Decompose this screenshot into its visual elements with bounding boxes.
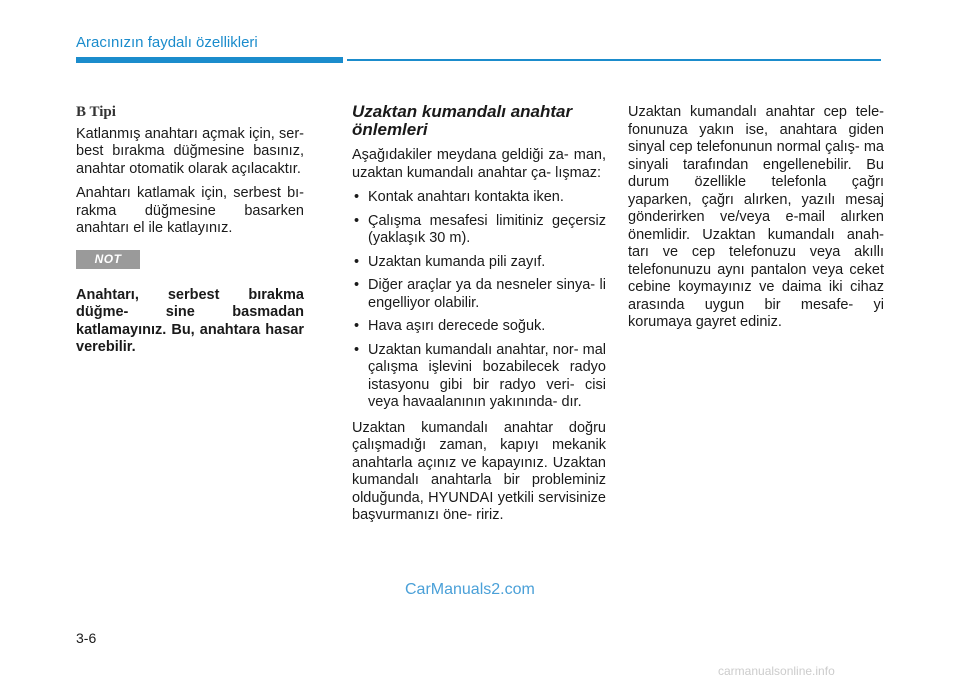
type-b-subhead: B Tipi [76,104,116,120]
remote-key-precautions-title: Uzaktan kumandalı anahtar önlemleri [352,102,573,139]
list-item: • Kontak anahtarı kontakta iken. [352,189,606,207]
cell-phone-paragraph: Uzaktan kumandalı anahtar cep tele- fonunuza yakın ise, anahtara giden sinyal cep telefonunun normal çalış- ma sinyali tarafından engellenebilir. Bu durum özellikle telefonla çağrı yaparken, çağrı alırken, yazılı mesaj gönderirken ve/veya e-mail alırken önemlidir. Uzaktan kumandalı anah- tarı ve cep telefonuzu veya akıllı telefonunuzu aynı pantalon veya ceket cebine koymayınız ve daima iki cihaz arasında uygun bir mesafe- yi korumaya gayret ediniz. [628,104,884,330]
page-number: 3-6 [76,630,97,646]
list-item: • Hava aşırı derecede soğuk. [352,318,606,336]
middle-column [352,104,606,532]
footer-watermark: carmanualsonline.info [718,664,835,678]
note-badge: NOT [76,250,140,269]
conditions-list [352,189,606,412]
watermark-link[interactable]: CarManuals2.com [405,581,535,598]
list-item: • Uzaktan kumandalı anahtar, nor- mal çalışma işlevini bozabilecek radyo istasyonu gibi bir radyo veri- cisi veya havaalanının yakınında- dır. [352,342,606,412]
header-divider-line [347,59,881,61]
mechanical-key-paragraph: Uzaktan kumandalı anahtar doğru çalışmadığı zaman, kapıyı mekanik anahtarla açınız ve kapayınız. Uzaktan kumandalı anahtarla bir probleminiz olduğunda, HYUNDAI yetkili servisinize başvurmanızı öne- ririz. [352,419,606,523]
list-item: • Çalışma mesafesi limitiniz geçersiz (yaklaşık 30 m). [352,213,606,248]
intro-paragraph: Aşağıdakiler meydana geldiği za- man, uzaktan kumandalı anahtar ça- lışmaz: [352,147,606,181]
fold-key-paragraph: Anahtarı katlamak için, serbest bı- rakma düğmesine basarken anahtarı el ile katlayınız. [76,185,304,236]
section-header-title: Aracınızın faydalı özellikleri [76,34,258,51]
unfold-key-paragraph: Katlanmış anahtarı açmak için, ser- best bırakma düğmesine basınız, anahtar otomatik olarak açılacaktır. [76,125,304,177]
list-item: • Uzaktan kumanda pili zayıf. [352,254,606,272]
note-text: Anahtarı, serbest bırakma düğme- sine basmadan katlamayınız. Bu, anahtara hasar verebilir. [76,286,304,355]
list-item: • Diğer araçlar ya da nesneler sinya- li engelliyor olabilir. [352,277,606,312]
left-column [76,104,304,364]
right-column [628,104,884,339]
header-accent-bar [76,57,343,63]
